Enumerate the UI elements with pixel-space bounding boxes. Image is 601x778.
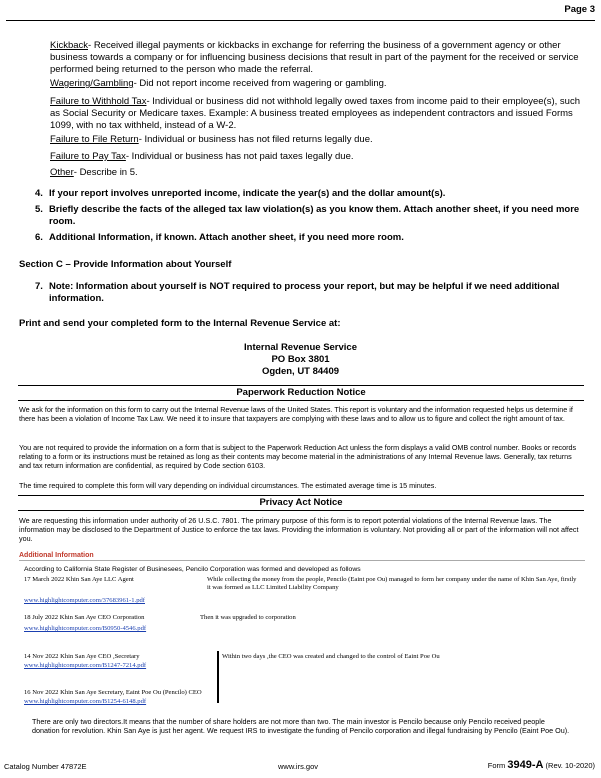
top-rule — [6, 20, 595, 21]
additional-intro: According to California State Register of Businesees, Pencilo Corporation was formed and developed as follows — [24, 566, 361, 573]
section-c-title: Section C – Provide Information about Yourself — [19, 259, 232, 270]
entry-link[interactable]: www.highlightcomputer.com/B1247-7214.pdf — [24, 662, 147, 669]
violation-desc: - Received illegal payments or kickbacks in exchange for referring the business of a government agency or other business towards a company or for influencing business decisions that result in part of the payment for the received or service performed being returned to the person who made the referral. — [50, 40, 579, 75]
address-line: Internal Revenue Service — [244, 342, 357, 353]
question-6: 6. Additional Information, if known. Attach another sheet, if you need more room. — [35, 232, 404, 243]
violation-pay — [50, 151, 580, 163]
irs-address — [0, 342, 601, 378]
violation-desc: - Describe in 5. — [73, 167, 138, 178]
paperwork-p1: We ask for the information on this form to carry out the Internal Revenue laws of the United States. This report is voluntary and the information requested helps us determine if there has been a violation of Income Tax Law. We need it to insure that taxpayers are complying with these laws and to allow us to figure and collect the right amount of tax. — [19, 405, 573, 423]
entry-note: Then it was upgraded to corporation — [200, 614, 296, 621]
entry-link[interactable]: www.highlightcomputer.com/37683961-1.pdf — [24, 597, 145, 604]
mail-instruction: Print and send your completed form to the Internal Revenue Service at: — [19, 318, 341, 329]
entry-link[interactable]: www.highlightcomputer.com/B0950-4546.pdf — [24, 625, 147, 632]
question-4: 4. If your report involves unreported income, indicate the year(s) and the dollar amount(s). — [35, 188, 446, 199]
violation-kickback — [50, 40, 580, 76]
page-number: Page 3 — [564, 4, 595, 15]
entry-date: 14 Nov 2022 Khin San Aye CEO ,Secretary — [24, 653, 140, 660]
question-7: 7. Note: Information about yourself is NOT required to process your report, but may be helpful if we need additional information. — [35, 281, 560, 304]
violation-term: Kickback — [50, 40, 89, 51]
entry-date: 17 March 2022 Khin San Aye LLC Agent — [24, 576, 134, 583]
question-5: 5. Briefly describe the facts of the alleged tax law violation(s) as you know them. Attach another sheet, if you need more room. — [35, 204, 580, 227]
additional-closing: There are only two directors.It means that the number of share holders are not more than two. The main investor is Pencilo because only Pencilo received people donation for revolution. Khin San Aye is just her agent. We request IRS to investigate the funding of Pencilo corporation and illegal fundraising by Pencilo (Eaint Poe Ou). — [32, 717, 570, 735]
entry-date: 18 July 2022 Khin San Aye CEO Corporation — [24, 614, 145, 621]
violation-desc: - Individual or business has not paid taxes legally due. — [125, 151, 354, 162]
paperwork-p3: The time required to complete this form will vary depending on individual circumstances. The estimated average time is 15 minutes. — [19, 481, 437, 490]
violation-wagering — [50, 78, 580, 90]
violation-withhold — [50, 96, 580, 132]
entry-note: Within two days ,the CEO was created and changed to the control of Eaint Poe Ou — [222, 653, 440, 660]
violation-desc: - Individual or business has not filed returns legally due. — [138, 134, 373, 145]
entry-link[interactable]: www.highlightcomputer.com/B1254-6148.pdf — [24, 698, 147, 705]
violation-term: Other — [50, 167, 74, 178]
violation-other — [50, 167, 580, 179]
catalog-number: Catalog Number 47872E — [4, 762, 87, 771]
violation-desc: - Did not report income received from wagering or gambling. — [133, 78, 387, 89]
privacy-p1: We are requesting this information under authority of 26 U.S.C. 7801. The primary purpose of this form is to report potential violations of the Internal Revenue laws. The information may be disclosed to the Department of Justice to enforce the tax laws. Providing the information is voluntary. Not providing all or part of the information will not affect you. — [19, 516, 579, 543]
address-line: Ogden, UT 84409 — [261, 366, 340, 377]
violation-term: Failure to Withhold Tax — [50, 96, 147, 107]
violation-term: Failure to File Return — [50, 134, 139, 145]
paperwork-p2: You are not required to provide the information on a form that is subject to the Paperwork Reduction Act unless the form displays a valid OMB control number. Books or records relating to a form or its instructions must be retained as long as their contents may become material in the administrations of any Internal Revenue laws. Generally, tax returns and tax return information are confidential, as required by Code section 6103. — [19, 443, 577, 470]
violation-term: Failure to Pay Tax — [50, 151, 126, 162]
entry-note: While collecting the money from the people, Pencilo (Eaint poe Ou) managed to form her company under the name of Khin San Aye, firstly it was formed as LLC Limited Liability Company — [207, 576, 577, 591]
form-id: Form 3949-A (Rev. 10-2020) — [487, 759, 595, 771]
address-line: PO Box 3801 — [271, 354, 330, 365]
irs-site: www.irs.gov — [278, 762, 319, 771]
additional-info-label: Additional Information — [19, 552, 94, 559]
violation-desc: - Individual or business did not withhold legally owed taxes from income paid to their employee(s), such as Social Security or Medicare taxes. Example: A business treated employees as independent contractors and issued Forms 1099, with no tax withheld, instead of a W-2. — [50, 96, 580, 131]
entry-date: 16 Nov 2022 Khin San Aye Secretary, Eaint Poe Ou (Pencilo) CEO — [24, 689, 202, 696]
violation-term: Wagering/Gambling — [50, 78, 134, 89]
paperwork-title: Paperwork Reduction Notice — [18, 385, 584, 401]
privacy-title: Privacy Act Notice — [18, 495, 584, 511]
violation-file — [50, 134, 580, 146]
vertical-marker — [217, 651, 219, 703]
form-number: 3949-A — [507, 759, 544, 771]
